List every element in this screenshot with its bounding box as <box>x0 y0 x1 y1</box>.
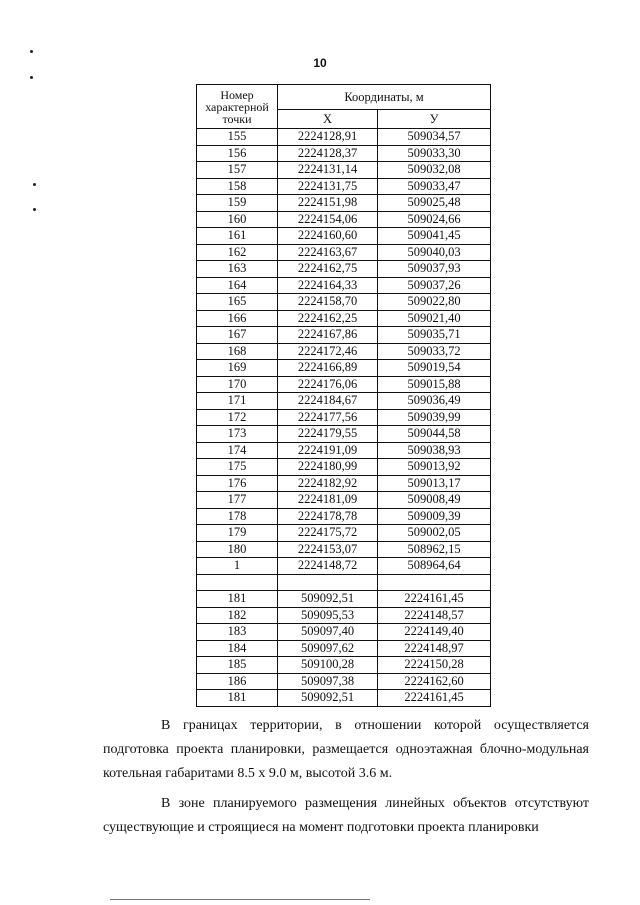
y-coordinate-cell: 509002,05 <box>378 525 491 542</box>
x-coordinate-cell: 509092,51 <box>278 690 378 707</box>
x-coordinate-cell: 509097,62 <box>278 640 378 657</box>
x-coordinate-cell: 2224178,78 <box>278 508 378 525</box>
paragraph-boiler-house <box>103 714 589 786</box>
x-coordinate-cell: 2224166,89 <box>278 360 378 377</box>
table-row <box>197 558 491 575</box>
x-coordinate-cell: 2224154,06 <box>278 211 378 228</box>
point-number-cell: 173 <box>197 426 278 443</box>
table-row <box>197 294 491 311</box>
x-coordinate-cell: 2224153,07 <box>278 541 378 558</box>
table-row <box>197 591 491 608</box>
y-coordinate-cell: 509033,47 <box>378 178 491 195</box>
x-coordinate-cell: 509097,40 <box>278 624 378 641</box>
y-coordinate-cell: 509032,08 <box>378 162 491 179</box>
table-row <box>197 211 491 228</box>
x-column-header: X <box>278 110 378 129</box>
x-coordinate-cell: 2224182,92 <box>278 475 378 492</box>
x-coordinate-cell: 2224181,09 <box>278 492 378 509</box>
table-row <box>197 508 491 525</box>
x-coordinate-cell <box>278 574 378 591</box>
table-row <box>197 145 491 162</box>
point-number-cell: 179 <box>197 525 278 542</box>
y-coordinate-cell: 2224148,97 <box>378 640 491 657</box>
point-number-cell: 184 <box>197 640 278 657</box>
x-coordinate-cell: 509095,53 <box>278 607 378 624</box>
table-row <box>197 657 491 674</box>
table-row <box>197 525 491 542</box>
table-row <box>197 277 491 294</box>
table-row <box>197 624 491 641</box>
point-number-cell: 186 <box>197 673 278 690</box>
table-row <box>197 673 491 690</box>
point-number-cell: 159 <box>197 195 278 212</box>
x-coordinate-cell: 2224179,55 <box>278 426 378 443</box>
x-coordinate-cell: 2224175,72 <box>278 525 378 542</box>
y-coordinate-cell <box>378 574 491 591</box>
point-number-cell: 157 <box>197 162 278 179</box>
table-row <box>197 393 491 410</box>
x-coordinate-cell: 2224160,60 <box>278 228 378 245</box>
point-number-cell: 155 <box>197 129 278 146</box>
table-row <box>197 162 491 179</box>
table-row <box>197 195 491 212</box>
y-coordinate-cell: 509044,58 <box>378 426 491 443</box>
x-coordinate-cell: 2224131,14 <box>278 162 378 179</box>
x-coordinate-cell: 2224148,72 <box>278 558 378 575</box>
scan-speck <box>33 183 36 186</box>
y-coordinate-cell: 509041,45 <box>378 228 491 245</box>
point-number-cell: 165 <box>197 294 278 311</box>
point-number-cell: 167 <box>197 327 278 344</box>
point-number-cell: 181 <box>197 591 278 608</box>
y-coordinate-cell: 509040,03 <box>378 244 491 261</box>
point-number-cell: 180 <box>197 541 278 558</box>
y-coordinate-cell: 2224148,57 <box>378 607 491 624</box>
coordinates-header: Координаты, м <box>278 85 491 110</box>
paragraph-text: В зоне планируемого размещения линейных объектов отсутствуют существующие и строящиеся на момент подготовки проекта планировки <box>103 796 589 835</box>
table-row <box>197 409 491 426</box>
point-number-cell: 183 <box>197 624 278 641</box>
table-row <box>197 492 491 509</box>
x-coordinate-cell: 2224128,91 <box>278 129 378 146</box>
x-coordinate-cell: 509092,51 <box>278 591 378 608</box>
y-coordinate-cell: 2224161,45 <box>378 690 491 707</box>
point-number-cell: 181 <box>197 690 278 707</box>
x-coordinate-cell: 2224177,56 <box>278 409 378 426</box>
x-coordinate-cell: 2224184,67 <box>278 393 378 410</box>
scan-speck <box>30 50 33 53</box>
y-coordinate-cell: 2224161,45 <box>378 591 491 608</box>
table-row <box>197 475 491 492</box>
x-coordinate-cell: 2224164,33 <box>278 277 378 294</box>
table-row <box>197 459 491 476</box>
y-coordinate-cell: 509033,30 <box>378 145 491 162</box>
y-coordinate-cell: 509035,71 <box>378 327 491 344</box>
x-coordinate-cell: 2224151,98 <box>278 195 378 212</box>
point-number-cell: 170 <box>197 376 278 393</box>
table-row <box>197 178 491 195</box>
paragraph-text: В границах территории, в отношении которой осуществляется подготовка проекта планировки, размещается одноэтажная блочно-модульная котельная габаритами 8.5 х 9.0 м, высотой 3.6 м. <box>103 718 589 781</box>
y-coordinate-cell: 509008,49 <box>378 492 491 509</box>
table-row <box>197 541 491 558</box>
point-number-cell: 168 <box>197 343 278 360</box>
table-row <box>197 228 491 245</box>
point-number-cell: 172 <box>197 409 278 426</box>
y-coordinate-cell: 2224162,60 <box>378 673 491 690</box>
point-number-cell: 176 <box>197 475 278 492</box>
table-row <box>197 690 491 707</box>
x-coordinate-cell: 2224191,09 <box>278 442 378 459</box>
y-coordinate-cell: 509015,88 <box>378 376 491 393</box>
y-coordinate-cell: 509013,92 <box>378 459 491 476</box>
paragraph-linear-objects <box>103 792 589 840</box>
point-number-cell: 166 <box>197 310 278 327</box>
x-coordinate-cell: 2224128,37 <box>278 145 378 162</box>
y-coordinate-cell: 509037,93 <box>378 261 491 278</box>
x-coordinate-cell: 2224162,75 <box>278 261 378 278</box>
y-coordinate-cell: 509033,72 <box>378 343 491 360</box>
point-number-cell: 161 <box>197 228 278 245</box>
table-row <box>197 574 491 591</box>
table-row <box>197 310 491 327</box>
table-row <box>197 426 491 443</box>
point-number-cell: 156 <box>197 145 278 162</box>
x-coordinate-cell: 2224163,67 <box>278 244 378 261</box>
y-coordinate-cell: 509025,48 <box>378 195 491 212</box>
y-coordinate-cell: 508962,15 <box>378 541 491 558</box>
point-number-cell: 162 <box>197 244 278 261</box>
y-coordinate-cell: 508964,64 <box>378 558 491 575</box>
point-number-cell: 178 <box>197 508 278 525</box>
y-coordinate-cell: 509009,39 <box>378 508 491 525</box>
x-coordinate-cell: 2224176,06 <box>278 376 378 393</box>
point-number-cell: 160 <box>197 211 278 228</box>
y-coordinate-cell: 509034,57 <box>378 129 491 146</box>
point-number-cell <box>197 574 278 591</box>
point-number-header: Номер характерной точки <box>197 85 278 129</box>
table-row <box>197 261 491 278</box>
table-row <box>197 640 491 657</box>
table-row <box>197 442 491 459</box>
x-coordinate-cell: 2224180,99 <box>278 459 378 476</box>
table-row <box>197 376 491 393</box>
table-row <box>197 343 491 360</box>
y-coordinate-cell: 509037,26 <box>378 277 491 294</box>
coordinates-table <box>196 84 491 707</box>
x-coordinate-cell: 2224162,25 <box>278 310 378 327</box>
point-number-cell: 169 <box>197 360 278 377</box>
x-coordinate-cell: 2224131,75 <box>278 178 378 195</box>
y-column-header: У <box>378 110 491 129</box>
point-number-cell: 164 <box>197 277 278 294</box>
x-coordinate-cell: 2224172,46 <box>278 343 378 360</box>
x-coordinate-cell: 509100,28 <box>278 657 378 674</box>
y-coordinate-cell: 509022,80 <box>378 294 491 311</box>
x-coordinate-cell: 509097,38 <box>278 673 378 690</box>
table-row <box>197 129 491 146</box>
point-number-cell: 1 <box>197 558 278 575</box>
point-number-cell: 174 <box>197 442 278 459</box>
table-row <box>197 607 491 624</box>
scan-speck <box>30 76 33 79</box>
y-coordinate-cell: 509019,54 <box>378 360 491 377</box>
y-coordinate-cell: 509036,49 <box>378 393 491 410</box>
y-coordinate-cell: 509024,66 <box>378 211 491 228</box>
x-coordinate-cell: 2224167,86 <box>278 327 378 344</box>
y-coordinate-cell: 509013,17 <box>378 475 491 492</box>
y-coordinate-cell: 509038,93 <box>378 442 491 459</box>
point-number-cell: 163 <box>197 261 278 278</box>
point-number-cell: 175 <box>197 459 278 476</box>
point-number-cell: 185 <box>197 657 278 674</box>
point-number-cell: 182 <box>197 607 278 624</box>
point-number-cell: 171 <box>197 393 278 410</box>
table-row <box>197 360 491 377</box>
point-number-cell: 158 <box>197 178 278 195</box>
x-coordinate-cell: 2224158,70 <box>278 294 378 311</box>
table-row <box>197 244 491 261</box>
table-row <box>197 327 491 344</box>
page-number: 10 <box>313 56 327 70</box>
y-coordinate-cell: 2224150,28 <box>378 657 491 674</box>
bottom-rule <box>110 899 370 900</box>
y-coordinate-cell: 509021,40 <box>378 310 491 327</box>
scan-speck <box>33 208 36 211</box>
y-coordinate-cell: 2224149,40 <box>378 624 491 641</box>
point-number-cell: 177 <box>197 492 278 509</box>
y-coordinate-cell: 509039,99 <box>378 409 491 426</box>
